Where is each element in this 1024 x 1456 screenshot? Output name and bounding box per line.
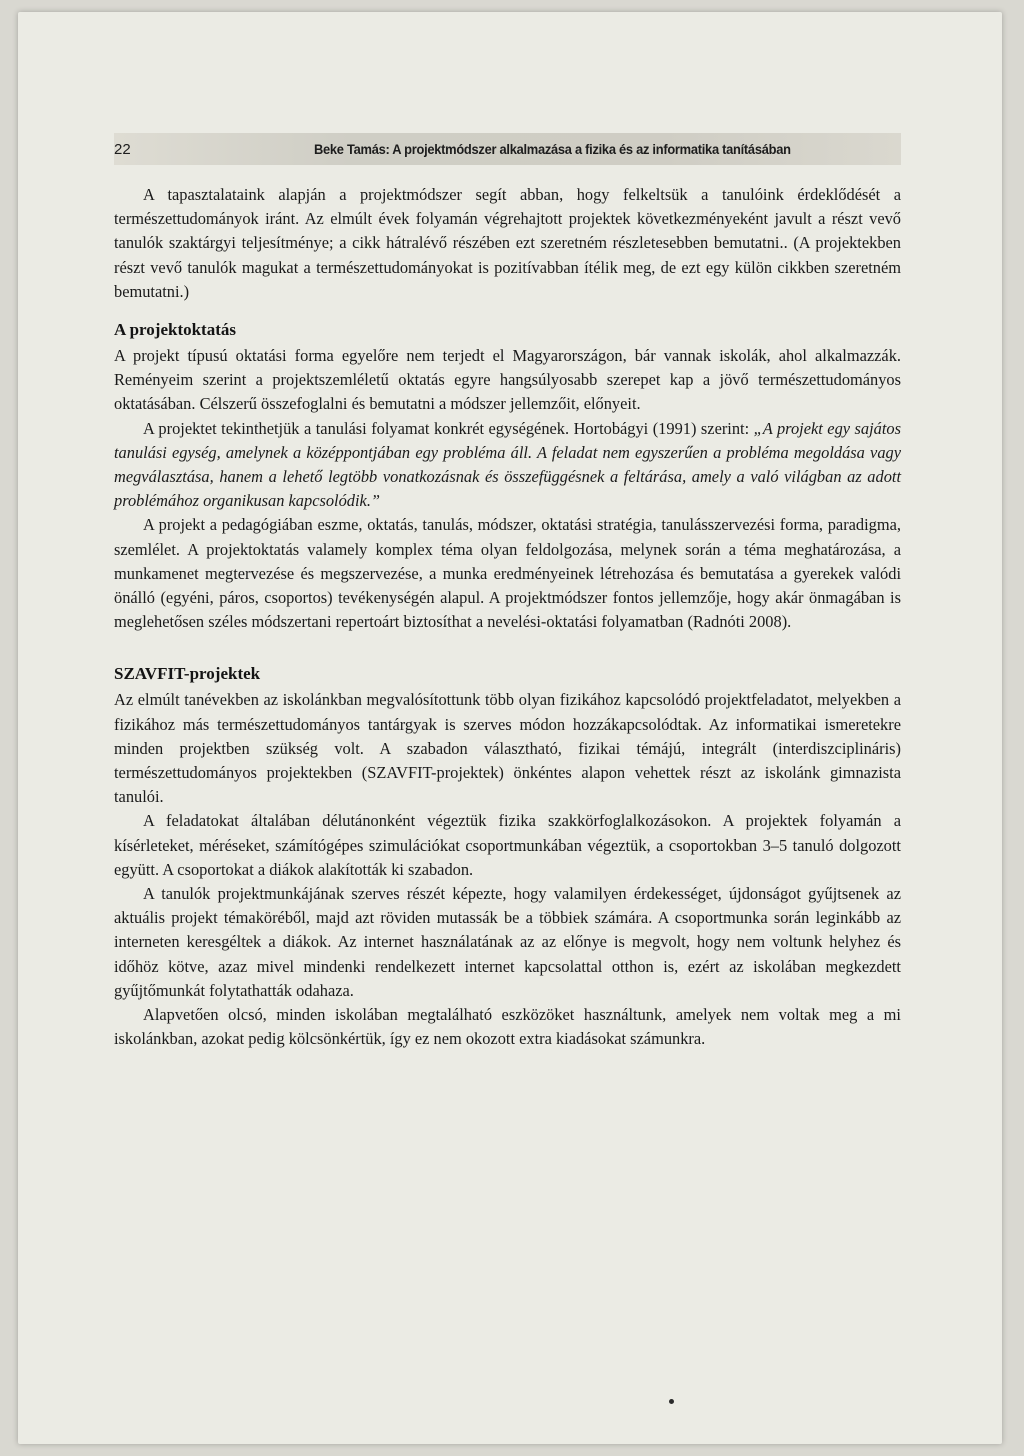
paragraph-hortobagyi-lead: A projektet tekinthetjük a tanulási folyamat konkrét egységének. Hortobágyi (1991) szerint: [143, 418, 754, 438]
paragraph-feladatok: A feladatokat általában délutánonként végeztük fizika szakkörfoglalkozásokon. A projektek folyamán a kísérleteket, méréseket, számítógépes szimulációkat csoportmunkában végeztük, a csoportokban 3–5 tanuló dolgozott együtt. A csoportokat a diákok alakították ki szabadon. [114, 811, 901, 879]
paragraph-szavfit-intro: Az elmúlt tanévekben az iskolánkban megvalósítottunk több olyan fizikához kapcsolódó projektfeladatot, melyekben a fizikához más természettudományos tantárgyak is szerves módon hozzákapcsolódtak. Az informatikai ismeretekre minden projektben szükség volt. A szabadon választható, fizikai témájú, integrált (interdiszciplináris) természettudományos projektekben (SZAVFIT-projektek) önkéntes alapon vehettek részt az iskolánk gimnazista tanulói. [114, 690, 901, 807]
page-number: 22 [114, 140, 131, 158]
section-heading-projektoktatas: A projektoktatás [114, 320, 236, 340]
paragraph-projekt-forma: A projekt típusú oktatási forma egyelőre nem terjedt el Magyarországon, bár vannak iskolák, ahol alkalmazzák. Reményeim szerint a projektszemléletű oktatás egyre hangsúlyosabb szerepet kap a jövő természettudományos oktatásában. Célszerű összefoglalni és bemutatni a módszer jellemzőit, előnyeit. [114, 346, 901, 414]
paragraph-eszkozok: Alapvetően olcsó, minden iskolában megtalálható eszközöket használtunk, amelyek nem voltak meg a mi iskolánkban, azokat pedig kölcsönkértük, így ez nem okozott extra kiadásokat számunkra. [114, 1005, 901, 1049]
paragraph-pedagogia: A projekt a pedagógiában eszme, oktatás, tanulás, módszer, oktatási stratégia, tanulásszervezési forma, paradigma, szemlélet. A projektoktatás valamely komplex téma olyan feldolgozása, melynek során a téma meghatározása, a munkamenet megtervezése és megszervezése, a munka eredményeinek létrehozása és bemutatása a gyerekek valódi önálló (egyéni, páros, csoportos) tevékenységén alapul. A projektmódszer fontos jellemzője, hogy akár önmagában is meglehetősen széles módszertani repertoárt biztosíthat a nevelési-oktatási folyamatban (Radnóti 2008). [114, 515, 901, 632]
document-page [18, 12, 1002, 1444]
article-body [114, 183, 901, 1052]
paragraph-intro: A tapasztalataink alapján a projektmódszer segít abban, hogy felkeltsük a tanulóink érdeklődését a természettudományok iránt. Az elmúlt évek folyamán végrehajtott projektek következményeként javult a részt vevő tanulók szaktárgyi teljesítménye; a cikk hátralévő részében ezt szeretném részletesebben bemutatni.. (A projektekben részt vevő tanulók magukat a természettudományokat is pozitívabban ítélik meg, de ezt egy külön cikkben szeretném bemutatni.) [114, 185, 901, 301]
paragraph-hortobagyi [114, 417, 901, 514]
running-header-title: Beke Tamás: A projektmódszer alkalmazása a fizika és az informatika tanításában [314, 141, 791, 157]
paragraph-projektmunka: A tanulók projektmunkájának szerves részét képezte, hogy valamilyen érdekességet, újdonságot gyűjtsenek az aktuális projekt témaköréből, majd azt röviden mutassák be a többiek számára. A csoportmunka során leginkább az interneten keresgéltek a diákok. Az internet használatának az az előnye is megvolt, hogy nem voltunk helyhez és időhöz kötve, azaz mivel mindenki rendelkezett internet kapcsolattal otthon is, ezért az iskolában megkezdett gyűjtőmunkát folytathatták odahaza. [114, 884, 901, 1000]
hortobagyi-quote: „A projekt egy sajátos tanulási egység, amelynek a középpontjában egy probléma áll. A feladat nem egyszerűen a probléma megoldása vagy megválasztása, hanem a lehető legtöbb vonatkozásnak és összefüggésnek a feltárása, amely a való világban az adott problémához organikusan kapcsolódik.” [114, 418, 901, 511]
section-heading-szavfit: SZAVFIT-projektek [114, 664, 261, 684]
scan-dot-mark [669, 1399, 674, 1404]
page-content [114, 133, 901, 1052]
running-header [114, 133, 901, 165]
